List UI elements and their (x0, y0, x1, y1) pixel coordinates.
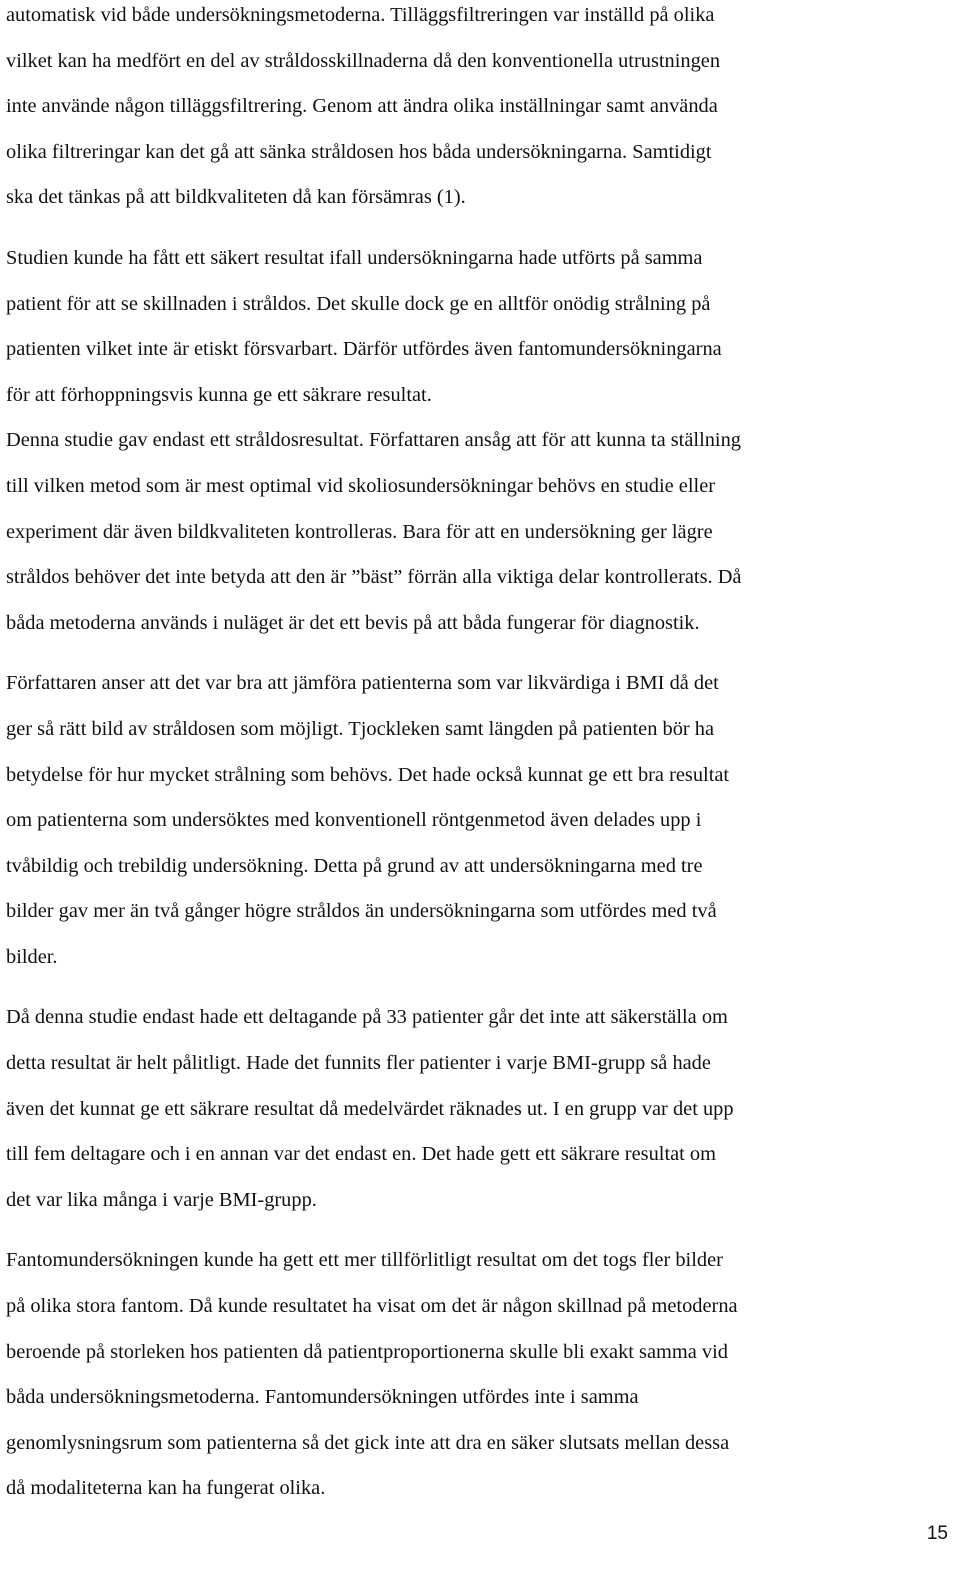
document-page (6, 0, 954, 1512)
text-line: automatisk vid både undersökningsmetoderna. Tilläggsfiltreringen var inställd på olika (6, 4, 715, 26)
text-line: till vilken metod som är mest optimal vid skoliosundersökningar behövs en studie eller (6, 474, 716, 497)
paragraph (6, 661, 954, 980)
text-line: vilket kan ha medfört en del av stråldosskillnaderna då den konventionella utrustningen (6, 49, 721, 72)
text-line: patient för att se skillnaden i stråldos. Det skulle dock ge en alltför onödig strålning på (6, 292, 711, 315)
paragraph-gap (6, 221, 954, 236)
text-line: experiment där även bildkvaliteten kontrolleras. Bara för att en undersökning ger lägre (6, 520, 713, 543)
text-line: Fantomundersökningen kunde ha gett ett mer tillförlitligt resultat om det togs fler bilder (6, 1249, 723, 1272)
text-line: stråldos behöver det inte betyda att den är ”bäst” förrän alla viktiga delar kontrollerats. Då (6, 566, 742, 589)
text-line: bilder. (6, 945, 58, 968)
text-line: beroende på storleken hos patienten då patientproportionerna skulle bli exakt samma vid (6, 1340, 728, 1363)
paragraph (6, 995, 954, 1223)
text-line: det var lika många i varje BMI-grupp. (6, 1188, 317, 1211)
paragraph-gap (6, 1223, 954, 1238)
text-line: Författaren anser att det var bra att jämföra patienterna som var likvärdiga i BMI då det (6, 672, 719, 695)
paragraph (6, 0, 954, 221)
text-line: tvåbildig och trebildig undersökning. Detta på grund av att undersökningarna med tre (6, 854, 703, 877)
text-line: även det kunnat ge ett säkrare resultat då medelvärdet räknades ut. I en grupp var det upp (6, 1097, 734, 1120)
paragraph (6, 1238, 954, 1512)
text-line: båda metoderna används i nuläget är det ett bevis på att båda fungerar för diagnostik. (6, 611, 700, 634)
text-line: på olika stora fantom. Då kunde resultatet ha visat om det är någon skillnad på metoderna (6, 1295, 738, 1318)
text-line: Studien kunde ha fått ett säkert resultat ifall undersökningarna hade utförts på samma (6, 246, 703, 269)
text-line: ska det tänkas på att bildkvaliteten då kan försämras (1). (6, 186, 466, 209)
text-line: ger så rätt bild av stråldosen som möjligt. Tjockleken samt längden på patienten bör ha (6, 717, 715, 740)
page-number: 15 (926, 1523, 948, 1544)
text-line: till fem deltagare och i en annan var det endast en. Det hade gett ett säkrare resultat om (6, 1143, 716, 1166)
paragraph (6, 236, 954, 646)
text-line: för att förhoppningsvis kunna ge ett säkrare resultat. (6, 383, 432, 406)
text-line: Då denna studie endast hade ett deltagande på 33 patienter går det inte att säkerställa om (6, 1006, 728, 1029)
paragraph-gap (6, 646, 954, 661)
text-line: bilder gav mer än två gånger högre stråldos än undersökningarna som utfördes med två (6, 900, 717, 923)
text-line: olika filtreringar kan det gå att sänka stråldosen hos båda undersökningarna. Samtidigt (6, 140, 712, 163)
text-line: Denna studie gav endast ett stråldosresultat. Författaren ansåg att för att kunna ta ställning (6, 429, 741, 452)
text-line: detta resultat är helt pålitligt. Hade det funnits fler patienter i varje BMI-grupp så hade (6, 1052, 711, 1075)
text-line: genomlysningsrum som patienterna så det gick inte att dra en säker slutsats mellan dessa (6, 1431, 730, 1454)
text-line: inte använde någon tilläggsfiltrering. Genom att ändra olika inställningar samt använda (6, 95, 718, 118)
text-line: båda undersökningsmetoderna. Fantomundersökningen utfördes inte i samma (6, 1386, 639, 1409)
text-line: betydelse för hur mycket strålning som behövs. Det hade också kunnat ge ett bra resultat (6, 763, 730, 786)
paragraph-gap (6, 980, 954, 995)
text-line: patienten vilket inte är etiskt försvarbart. Därför utfördes även fantomundersökningarna (6, 338, 722, 361)
text-line: om patienterna som undersöktes med konventionell röntgenmetod även delades upp i (6, 809, 702, 832)
text-line: då modaliteterna kan ha fungerat olika. (6, 1477, 326, 1500)
